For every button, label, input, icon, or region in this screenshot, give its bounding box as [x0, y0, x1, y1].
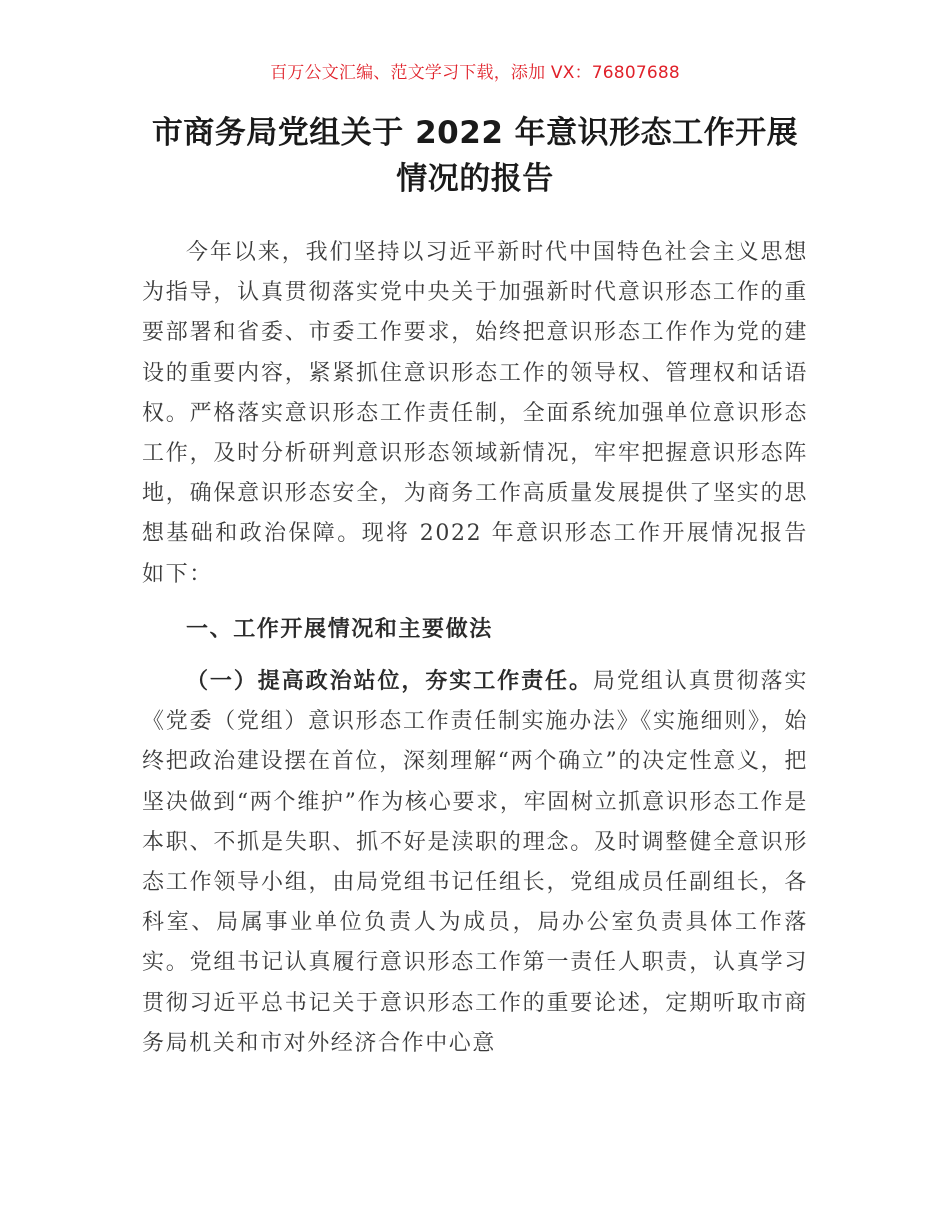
watermark-banner: 百万公文汇编、范文学习下载，添加 VX：76807688 — [270, 63, 680, 83]
subsection-body-1: 局党组认真贯彻落实《党委（党组）意识形态工作责任制实施办法》《实施细则》，始终把政治建设摆在首位，深刻理解“两个确立”的决定性意义，把坚决做到“两个维护”作为核心要求，牢固树立抓意识形态工作是本职、不抓是失职、抓不好是渎职的理念。及时调整健全意识形态工作领导小组，由局党组书记任组长，党组成员任副组长，各科室、局属事业单位负责人为成员，局办公室负责具体工作落实。党组书记认真履行意识形态工作第一责任人职责，认真学习贯彻习近平总书记关于意识形态工作的重要论述，定期听取市商务局机关和市对外经济合作中心意 — [142, 669, 809, 1056]
subsection-paragraph-1 — [142, 662, 808, 1064]
section-heading-1: 一、工作开展情况和主要做法 — [186, 616, 493, 642]
intro-paragraph: 今年以来，我们坚持以习近平新时代中国特色社会主义思想为指导，认真贯彻落实党中央关于加强新时代意识形态工作的重要部署和省委、市委工作要求，始终把意识形态工作作为党的建设的重要内容，紧紧抓住意识形态工作的领导权、管理权和话语权。严格落实意识形态工作责任制，全面系统加强单位意识形态工作，及时分析研判意识形态领域新情况，牢牢把握意识形态阵地，确保意识形态安全，为商务工作高质量发展提供了坚实的思想基础和政治保障。现将 2022 年意识形态工作开展情况报告如下： — [142, 240, 808, 587]
subsection-lead-1: （一）提高政治站位，夯实工作责任。 — [186, 669, 593, 695]
document-body — [142, 233, 808, 1079]
document-title: 市商务局党组关于 2022 年意识形态工作开展情况的报告 — [151, 115, 799, 197]
